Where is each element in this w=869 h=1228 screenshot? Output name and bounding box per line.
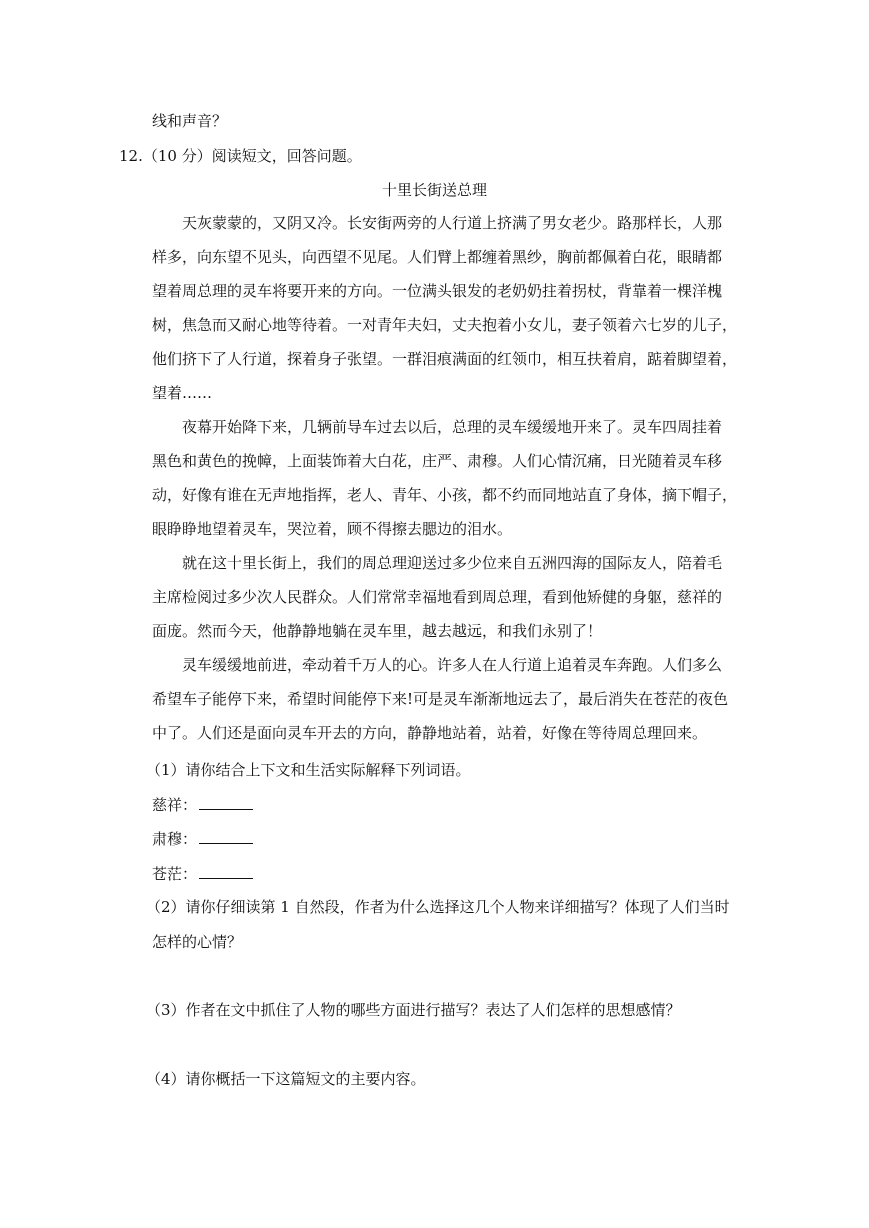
paragraph-line: 树，焦急而又耐心地等待着。一对青年夫妇，丈夫抱着小女儿，妻子领着六七岁的儿子， <box>152 316 738 334</box>
term-row-2 <box>152 829 253 849</box>
term-label: 肃穆： <box>152 830 198 848</box>
sub-question-4: （4）请你概括一下这篇短文的主要内容。 <box>146 1070 426 1088</box>
paragraph-line: 夜幕开始降下来，几辆前导车过去以后，总理的灵车缓缓地开来了。灵车四周挂着 <box>182 418 723 436</box>
paragraph-line: 望着…… <box>152 384 213 402</box>
paragraph-line: 面庞。然而今天，他静静地躺在灵车里，越去越远，和我们永别了！ <box>152 622 603 640</box>
paragraph-line: 就在这十里长街上，我们的周总理迎送过多少位来自五洲四海的国际友人，陪着毛 <box>182 554 723 572</box>
paragraph-line: 样多，向东望不见头，向西望不见尾。人们臂上都缠着黑纱，胸前都佩着白花，眼睛都 <box>152 248 723 266</box>
term-label: 苍茫： <box>152 865 198 883</box>
answer-blank[interactable] <box>199 795 253 810</box>
paragraph-line: 灵车缓缓地前进，牵动着千万人的心。许多人在人行道上追着灵车奔跑。人们多么 <box>182 656 723 674</box>
paragraph-line: 动，好像有谁在无声地指挥，老人、青年、小孩，都不约而同地站直了身体，摘下帽子， <box>152 486 738 504</box>
term-label: 慈祥： <box>152 796 198 814</box>
term-row-3 <box>152 864 253 884</box>
article-title: 十里长街送总理 <box>381 181 487 199</box>
paragraph-line: 主席检阅过多少次人民群众。人们常常幸福地看到周总理，看到他矫健的身躯，慈祥的 <box>152 588 723 606</box>
carry-over-text: 线和声音？ <box>152 112 228 130</box>
sub-question-2: （2）请你仔细读第 1 自然段，作者为什么选择这几个人物来详细描写？体现了人们当时 <box>146 898 730 916</box>
sub-question-1: （1）请你结合上下文和生活实际解释下列词语。 <box>146 761 471 779</box>
paragraph-line: 中了。人们还是面向灵车开去的方向，静静地站着，站着，好像在等待周总理回来。 <box>152 724 708 742</box>
answer-blank[interactable] <box>199 864 253 879</box>
paragraph-line: 希望车子能停下来，希望时间能停下来!可是灵车渐渐地远去了，最后消失在苍茫的夜色 <box>152 690 729 708</box>
paragraph-line: 眼睁睁地望着灵车，哭泣着，顾不得擦去腮边的泪水。 <box>152 520 513 538</box>
paragraph-line: 望着周总理的灵车将要开来的方向。一位满头银发的老奶奶拄着拐杖，背靠着一棵洋槐 <box>152 282 723 300</box>
answer-blank[interactable] <box>199 829 253 844</box>
paragraph-line: 他们挤下了人行道，探着身子张望。一群泪痕满面的红领巾，相互扶着肩，踮着脚望着， <box>152 350 738 368</box>
paragraph-line: 天灰蒙蒙的，又阴又冷。长安街两旁的人行道上挤满了男女老少。路那样长，人那 <box>182 214 723 232</box>
sub-question-2-cont: 怎样的心情？ <box>152 933 243 951</box>
question-number: 12.（10 分）阅读短文，回答问题。 <box>119 147 362 165</box>
paragraph-line: 黑色和黄色的挽幛，上面装饰着大白花，庄严、肃穆。人们心情沉痛，日光随着灵车移 <box>152 452 723 470</box>
sub-question-3: （3）作者在文中抓住了人物的哪些方面进行描写？表达了人们怎样的思想感情？ <box>146 1001 681 1019</box>
term-row-1 <box>152 795 253 815</box>
